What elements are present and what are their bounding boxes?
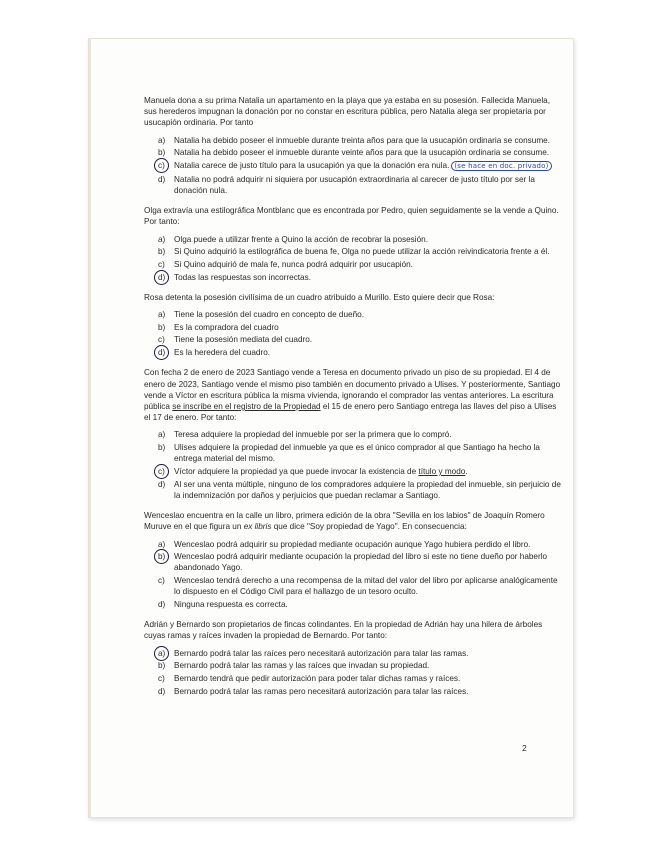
option-a: a) Wenceslao podrá adquirir su propiedad mediante ocupación aunque Yago hubiera perdido el libro. — [158, 539, 531, 549]
question-stem: Manuela dona a su prima Natalia un apartamento en la playa que ya estaba en su posesión. Fallecida Manuela, sus herederos impugnan la donación por no constar en escritura pública, pero Natalia alega ser propietaria por usucapión ordinaria. Por tanto — [144, 96, 550, 128]
option-c-selected: c) Natalia carece de justo título para la usucapión ya que la donación era nula. (se hace en doc. privado) — [144, 160, 564, 172]
option-d: d) Bernardo podrá talar las ramas pero necesitará autorización para talar las raíces. — [158, 686, 469, 696]
exam-page — [88, 38, 574, 818]
selection-circle-icon — [154, 270, 169, 285]
question-2 — [144, 205, 564, 283]
question-stem: Rosa detenta la posesión civilísima de un cuadro atribuido a Murillo. Esto quiere decir que Rosa: — [144, 292, 495, 302]
question-1 — [144, 95, 564, 196]
selection-circle-icon — [154, 158, 169, 173]
options-list — [144, 234, 564, 283]
option-c-selected: c) Víctor adquiere la propiedad ya que puede invocar la existencia de título y modo. — [144, 466, 564, 477]
option-b: b) Ulises adquiere la propiedad del inmueble ya que es el único comprador al que Santiago ha hecho la entrega material del mismo. — [158, 443, 540, 464]
question-3 — [144, 292, 564, 359]
option-a: a) Tiene la posesión del cuadro en concepto de dueño. — [158, 310, 364, 320]
option-d-selected: d) Es la heredera del cuadro. — [144, 347, 564, 358]
option-b: b) Es la compradora del cuadro — [158, 322, 279, 332]
question-4 — [144, 367, 564, 501]
options-list — [144, 309, 564, 358]
option-c: c) Si Quino adquirió de mala fe, nunca podrá adquirir por usucapión. — [158, 259, 413, 269]
option-c: c) Bernardo tendrá que pedir autorización para poder talar dichas ramas y raíces. — [158, 674, 461, 684]
underlined-phrase: se inscribe en el registro de la Propiedad — [172, 401, 321, 411]
selection-circle-icon — [154, 549, 169, 564]
italic-phrase: ex libris — [243, 522, 272, 532]
option-d: d) Ninguna respuesta es correcta. — [158, 600, 288, 610]
option-b: b) Si Quino adquirió la estilográfica de buena fe, Olga no puede utilizar la acción reivindicatoria frente a él. — [158, 247, 550, 257]
option-d-selected: d) Todas las respuestas son incorrectas. — [144, 272, 564, 283]
options-list — [144, 648, 564, 697]
selection-circle-icon — [154, 345, 169, 360]
question-stem: Con fecha 2 de enero de 2023 Santiago vende a Teresa en documento privado un piso de su propiedad. El 4 de enero de 2023, Santiago vende el mismo piso también en documento privado a Ulises. Y posteriormente, Santiago vende a Víctor en escritura pública la misma vivienda, ignorando el comprador las ventas anteriores. La escritura pública se inscribe en el registro de la Propiedad el 15 de enero pero Santiago entrega las llaves del piso a Ulises el 17 de enero. Por tanto: — [144, 368, 561, 423]
option-a: a) Teresa adquiere la propiedad del inmueble por ser la primera que lo compró. — [158, 430, 452, 440]
question-stem: Olga extravía una estilográfica Montblanc que es encontrada por Pedro, quien seguidamente se la vende a Quino. Por tanto: — [144, 206, 559, 227]
option-d: d) Al ser una venta múltiple, ninguno de los compradores adquiere la propiedad del inmueble, sin perjuicio de la indemnización por daños y perjuicios que puedan reclamar a Santiago. — [158, 479, 561, 500]
question-5 — [144, 510, 564, 610]
question-stem: Adrián y Bernardo son propietarios de fincas colindantes. En la propiedad de Adrián hay una hilera de árboles cuyas ramas y raíces invaden la propiedad de Bernardo. Por tanto: — [144, 620, 543, 641]
option-b-selected: b) Wenceslao podrá adquirir mediante ocupación la propiedad del libro si este no tiene dueño por haberlo abandonado Yago. — [144, 551, 564, 573]
exam-content — [144, 95, 564, 706]
question-6 — [144, 619, 564, 697]
selection-circle-icon — [154, 646, 169, 661]
page-number: 2 — [522, 743, 527, 753]
page-edge — [89, 39, 91, 817]
option-a-selected: a) Bernardo podrá talar las raíces pero necesitará autorización para talar las ramas. — [144, 648, 564, 659]
option-a: a) Olga puede a utilizar frente a Quino la acción de recobrar la posesión. — [158, 234, 428, 244]
option-b: b) Bernardo podrá talar las ramas y las raíces que invadan su propiedad. — [158, 661, 430, 671]
handwritten-note: (se hace en doc. privado) — [451, 161, 551, 171]
options-list — [144, 135, 564, 197]
option-c: c) Tiene la posesión mediata del cuadro. — [158, 335, 313, 345]
underlined-phrase: título y modo — [418, 466, 466, 476]
option-d: d) Natalia no podrá adquirir ni siquiera por usucapión extraordinaria al carecer de justo título por ser la donación nula. — [158, 174, 535, 195]
option-b: b) Natalia ha debido poseer el inmueble durante veinte años para que la usucapión ordinaria se consume. — [158, 148, 550, 158]
options-list — [144, 539, 564, 611]
options-list — [144, 429, 564, 501]
question-stem: Wenceslao encuentra en la calle un libro, primera edición de la obra "Sevilla en los labios" de Joaquín Romero Muruve en el que figura un ex libris que dice "Soy propiedad de Yago". En consecuencia: — [144, 511, 545, 532]
option-c: c) Wenceslao tendrá derecho a una recompensa de la mitad del valor del libro por aplicarse analógicamente lo dispuesto en el Código Civil para el hallazgo de un tesoro oculto. — [158, 576, 558, 597]
option-a: a) Natalia ha debido poseer el inmueble durante treinta años para que la usucapión ordinaria se consume. — [158, 135, 550, 145]
selection-circle-icon — [154, 464, 169, 479]
